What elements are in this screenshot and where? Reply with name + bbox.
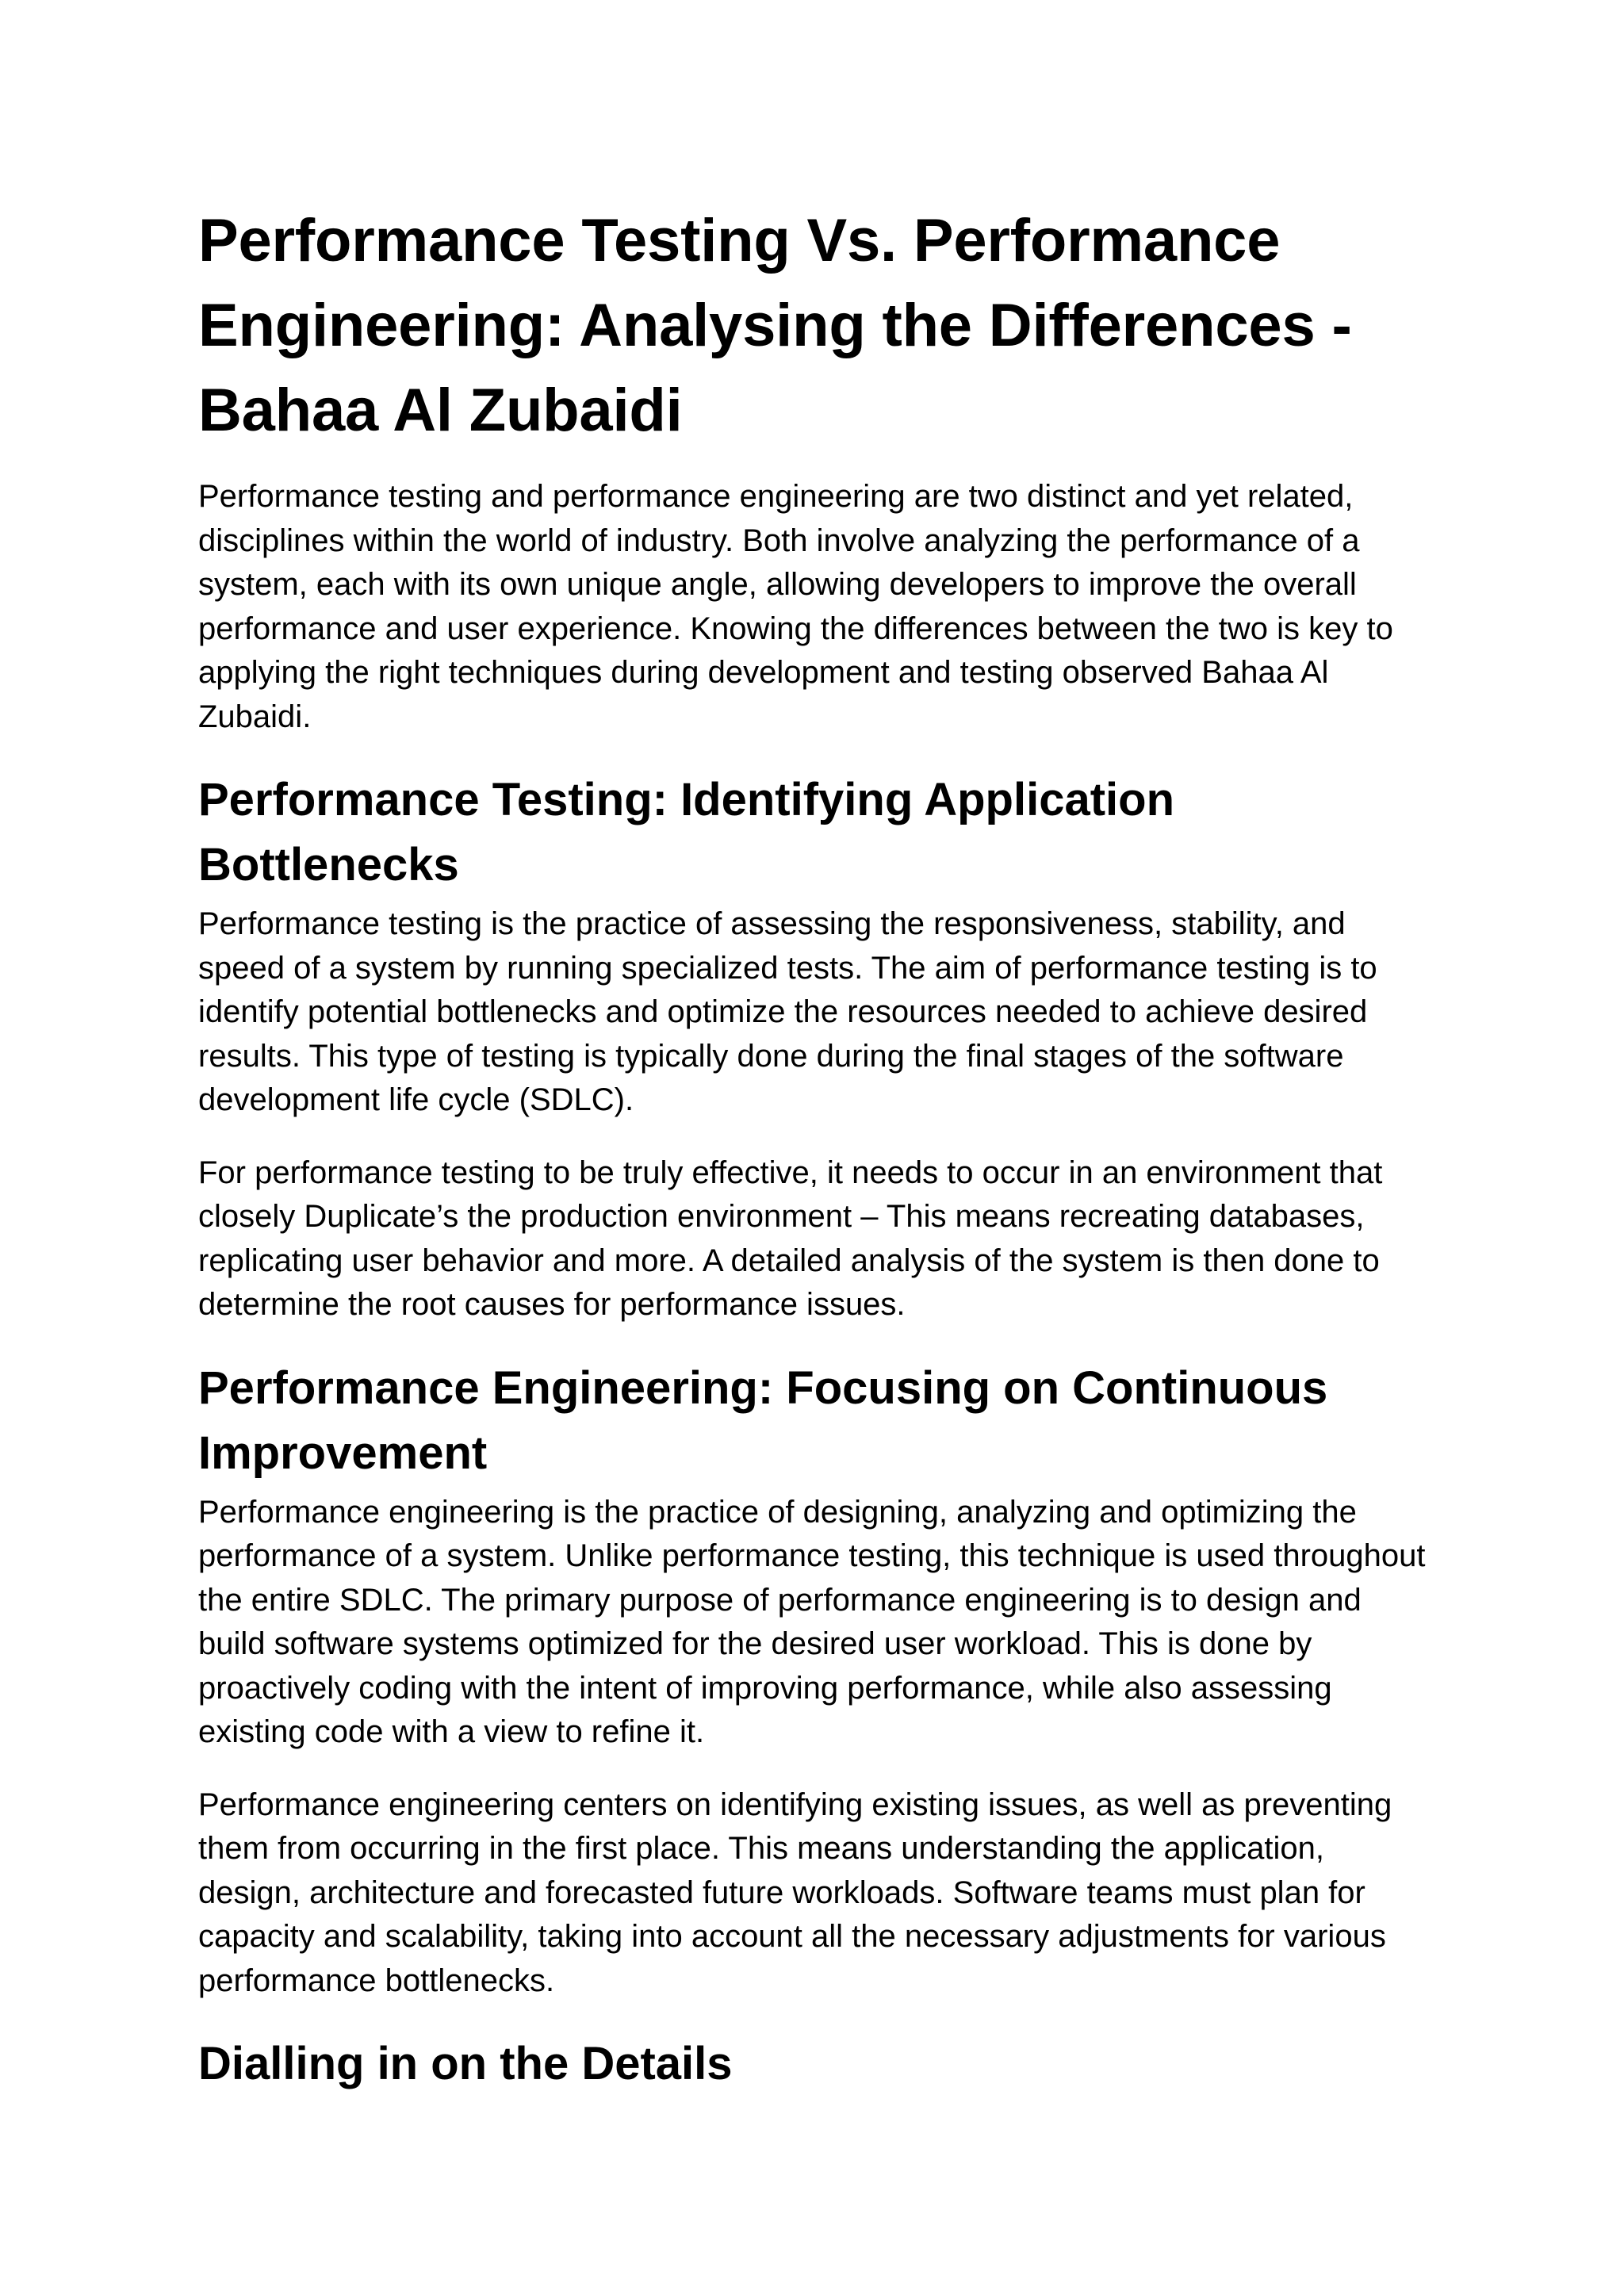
section-paragraph: Performance engineering centers on identifying existing issues, as well as preventing them from occurring in the first place. This means understanding the application, design, architecture and forecasted future workloads. Software teams must plan for capacity and scalability, taking into account all the necessary adjustments for various performance bottlenecks. — [198, 1787, 1392, 1998]
section-dialling-in — [198, 2032, 1435, 2097]
section-paragraph: Performance testing is the practice of assessing the responsiveness, stability, and speed of a system by running specialized tests. The aim of performance testing is to identify potential bottlenecks and optimize the resources needed to achieve desired results. This type of testing is typically done during the final stages of the software development life cycle (SDLC). — [198, 906, 1377, 1117]
section-performance-testing — [198, 768, 1435, 1327]
section-heading: Performance Engineering: Focusing on Continuous Improvement — [198, 1361, 1328, 1479]
section-paragraph: For performance testing to be truly effective, it needs to occur in an environment that closely Duplicate’s the production environment – This means recreating databases, replicating user behavior and more. A detailed analysis of the system is then done to determine the root causes for performance issues. — [198, 1155, 1383, 1322]
document-title: Performance Testing Vs. Performance Engineering: Analysing the Differences - Bahaa Al Zubaidi — [198, 207, 1352, 444]
document-page — [198, 198, 1435, 2101]
section-heading: Performance Testing: Identifying Application Bottlenecks — [198, 774, 1174, 890]
section-performance-engineering — [198, 1356, 1435, 2004]
section-heading: Dialling in on the Details — [198, 2038, 733, 2089]
intro-paragraph: Performance testing and performance engineering are two distinct and yet related, disciplines within the world of industry. Both involve analyzing the performance of a system, each with its own unique angle, allowing developers to improve the overall performance and user experience. Knowing the differences between the two is key to applying the right techniques during development and testing observed Bahaa Al Zubaidi. — [198, 479, 1393, 734]
section-paragraph: Performance engineering is the practice of designing, analyzing and optimizing the performance of a system. Unlike performance testing, this technique is used throughout the entire SDLC. The primary purpose of performance engineering is to design and build software systems optimized for the desired user workload. This is done by proactively coding with the intent of improving performance, while also assessing existing code with a view to refine it. — [198, 1494, 1426, 1749]
